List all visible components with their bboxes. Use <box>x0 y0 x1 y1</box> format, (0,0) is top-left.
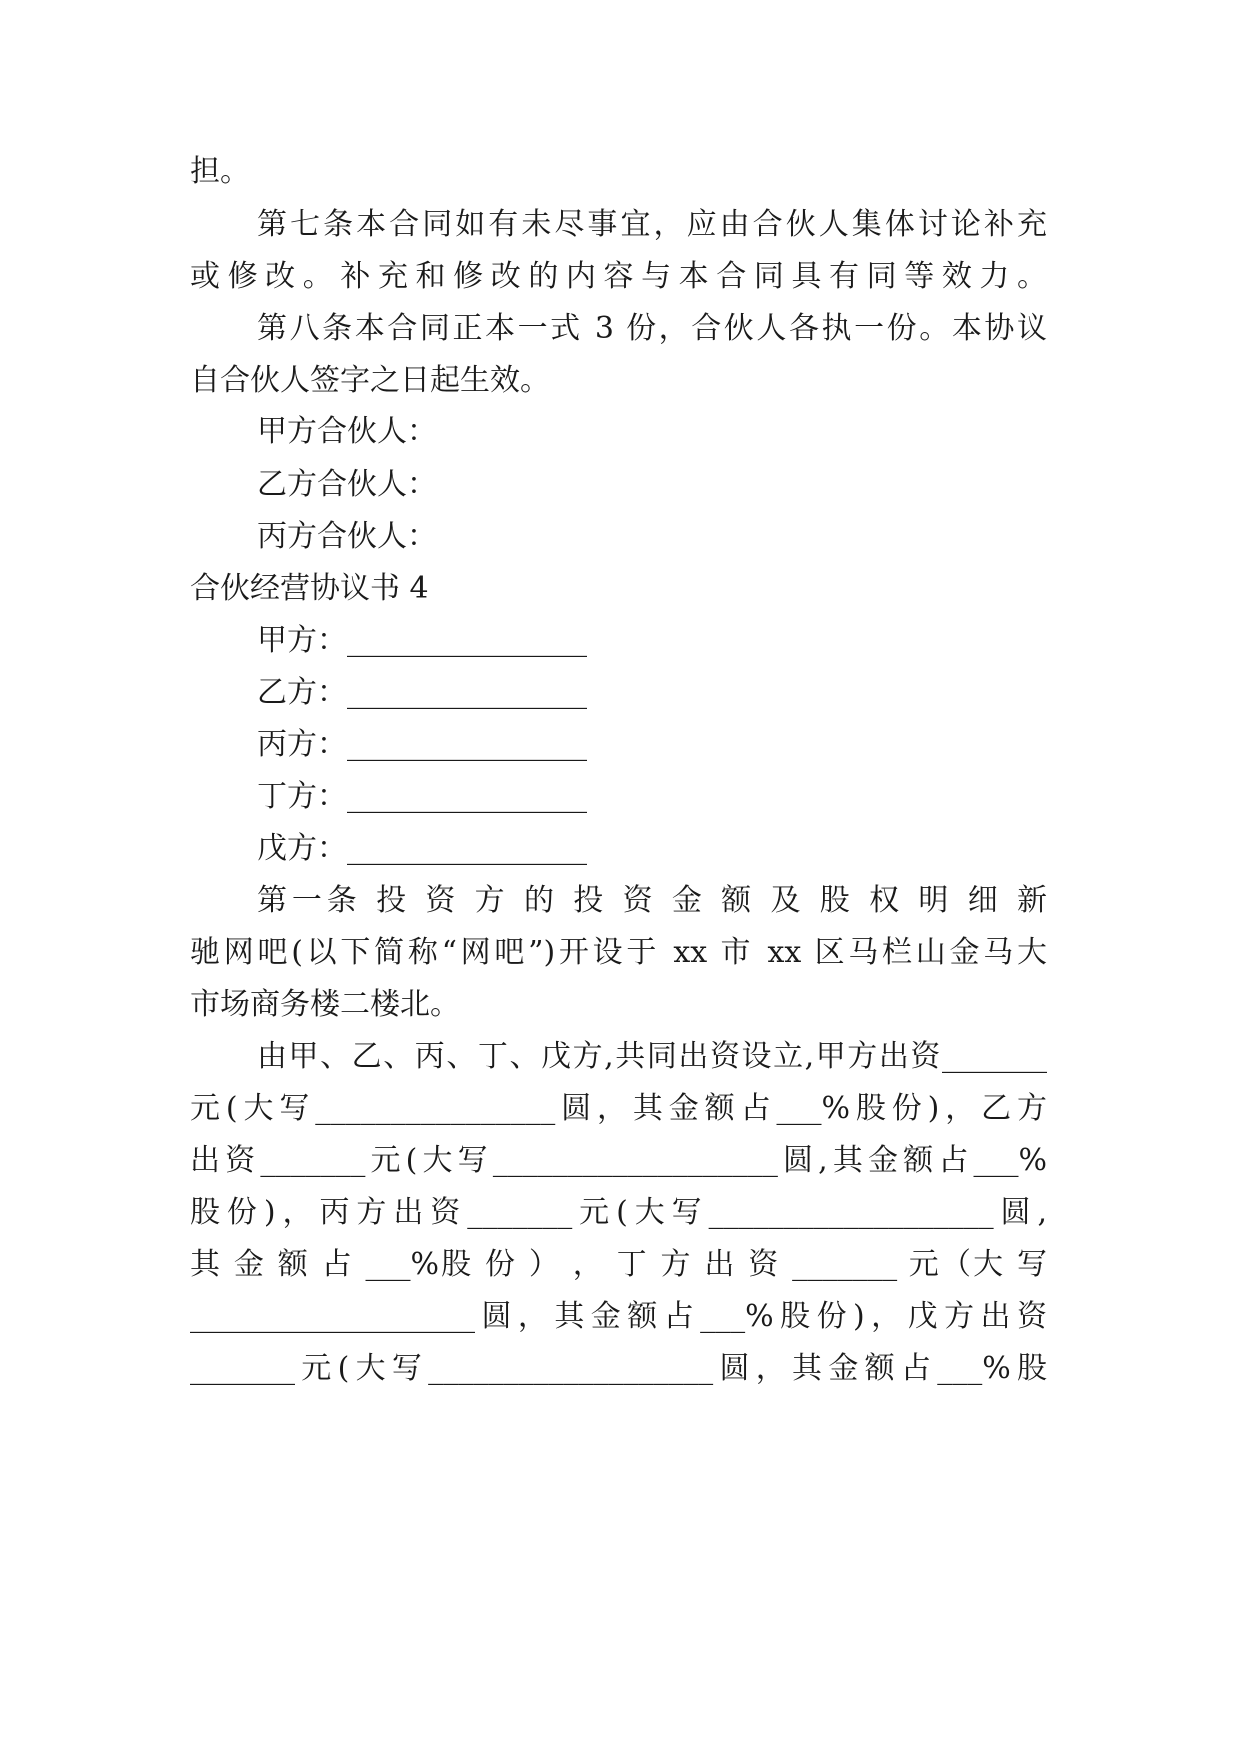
party-line-c: 丙方：________________ <box>257 727 587 762</box>
text-line: 担。 <box>190 154 250 189</box>
text-line: 股份)，丙方出资_______元(大写___________________圆, <box>190 1195 1047 1230</box>
text-line: 元(大写________________圆，其金额占___%股份)，乙方 <box>190 1091 1047 1126</box>
text-line: 或修改。补充和修改的内容与本合同具有同等效力。 <box>190 259 1047 294</box>
text-line: 由甲、乙、丙、丁、戊方,共同出资设立,甲方出资_______ <box>257 1039 1047 1074</box>
text-line: 驰网吧(以下简称“网吧”)开设于 xx 市 xx 区马栏山金马大 <box>190 935 1047 970</box>
section-title: 合伙经营协议书 4 <box>190 571 429 606</box>
party-line-a: 甲方：________________ <box>257 623 587 658</box>
text-line: 自合伙人签字之日起生效。 <box>190 363 550 398</box>
text-line: ___________________圆，其金额占___%股份)，戊方出资 <box>190 1299 1047 1334</box>
signature-line-party-b: 乙方合伙人： <box>257 467 437 502</box>
text-line: 市场商务楼二楼北。 <box>190 987 460 1022</box>
signature-line-party-c: 丙方合伙人： <box>257 519 437 554</box>
text-line: 其 金 额 占 ___%股 份 ） ， 丁 方 出 资 _______ 元（大 写 <box>190 1247 1047 1282</box>
text-line: 第八条本合同正本一式 3 份，合伙人各执一份。本协议 <box>257 311 1047 346</box>
text-line: _______元(大写___________________圆，其金额占___%股 <box>190 1351 1047 1386</box>
text-line: 第七条本合同如有未尽事宜，应由合伙人集体讨论补充 <box>257 207 1047 242</box>
party-line-d: 丁方：________________ <box>257 779 587 814</box>
text-line: 出资_______元(大写___________________圆,其金额占___% <box>190 1143 1047 1178</box>
party-line-e: 戊方：________________ <box>257 831 587 866</box>
party-line-b: 乙方：________________ <box>257 675 587 710</box>
text-line: 第一条 投 资 方 的 投 资 金 额 及 股 权 明 细 新 <box>257 883 1047 918</box>
signature-line-party-a: 甲方合伙人： <box>257 414 437 449</box>
